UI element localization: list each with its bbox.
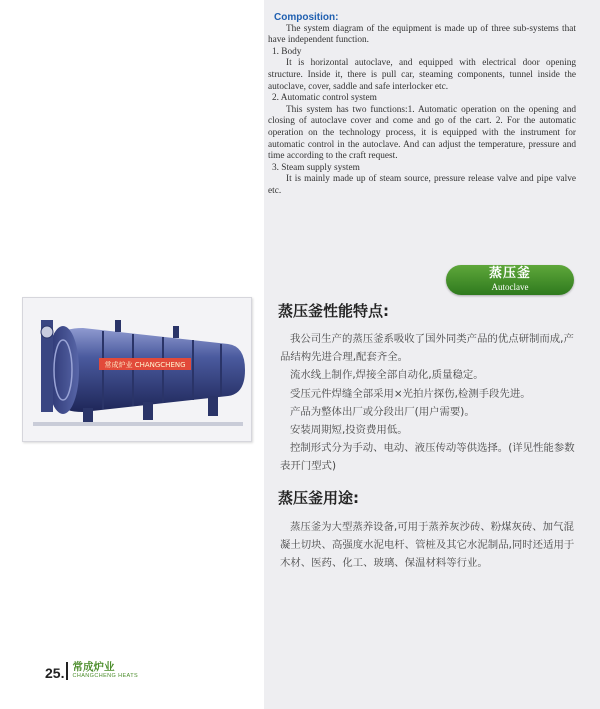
usage-text: 蒸压釜为大型蒸养设备,可用于蒸养灰沙砖、粉煤灰砖、加气混凝土切块、高强度水泥电杆、管桩及其它水泥制品,同时还适用于木材、医药、化工、玻璃、保温材料等行业。 xyxy=(280,521,575,570)
item-title-steam: 3. Steam supply system xyxy=(272,162,360,173)
composition-intro: The system diagram of the equipment is made up of three sub-systems that have independent function. xyxy=(268,23,576,46)
autoclave-badge xyxy=(446,265,574,295)
feature-line-1: 我公司生产的蒸压釜系吸收了国外同类产品的优点研制而成,产品结构先进合理,配套齐全。 xyxy=(280,333,574,364)
badge-title-en: Autoclave xyxy=(491,282,529,292)
autoclave-photo xyxy=(22,297,252,442)
page-footer xyxy=(45,658,138,680)
brand-logo xyxy=(72,661,138,680)
feature-line-4: 产品为整体出厂或分段出厂(用户需要)。 xyxy=(290,405,475,418)
item-title-control: 2. Automatic control system xyxy=(272,93,377,104)
brand-name-en: CHANGCHENG HEATS xyxy=(72,673,139,679)
usage-title: 蒸压釜用途: xyxy=(278,489,359,507)
page-number: 25. xyxy=(45,665,65,681)
item-text-control: This system has two functions:1. Automatic operation on the opening and closing of autoclave cover and come and go of the cart. 2. For the automatic operation on the technology process, it is equipped with the instrument for automatic control in the autoclave. And can adjust the temperature, pressure and time according to the craft request. xyxy=(268,104,576,162)
item-text-body: It is horizontal autoclave, and equipped with electrical door opening structure. Inside it, there is pull car, steaming components, tunnel inside the autoclave, cover, saddle and safe interlocker etc. xyxy=(268,58,576,92)
badge-title-zh: 蒸压釜 xyxy=(488,266,531,281)
feature-line-5: 安装周期短,投资费用低。 xyxy=(290,424,408,437)
composition-section xyxy=(268,12,576,198)
brand-name-zh: 常成炉业 xyxy=(72,661,115,673)
features-title: 蒸压釜性能特点: xyxy=(278,302,389,320)
usage-body xyxy=(280,518,576,573)
feature-line-2: 流水线上制作,焊接全部自动化,质量稳定。 xyxy=(290,369,484,382)
autoclave-illustration xyxy=(23,298,251,441)
composition-heading: Composition: xyxy=(274,12,339,23)
item-title-body: 1. Body xyxy=(272,46,302,57)
features-body xyxy=(280,330,576,476)
feature-line-6: 控制形式分为手动、电动、液压传动等供选择。(详见性能参数表开门型式) xyxy=(280,442,575,473)
feature-line-3: 受压元件焊缝全部采用×光拍片探伤,检测手段先进。 xyxy=(290,387,531,400)
item-text-steam: It is mainly made up of steam source, pressure release valve and pipe valve etc. xyxy=(268,174,576,196)
vessel-banner-text: 常成炉业 CHANGCHENG xyxy=(104,361,186,369)
footer-divider xyxy=(66,662,68,680)
